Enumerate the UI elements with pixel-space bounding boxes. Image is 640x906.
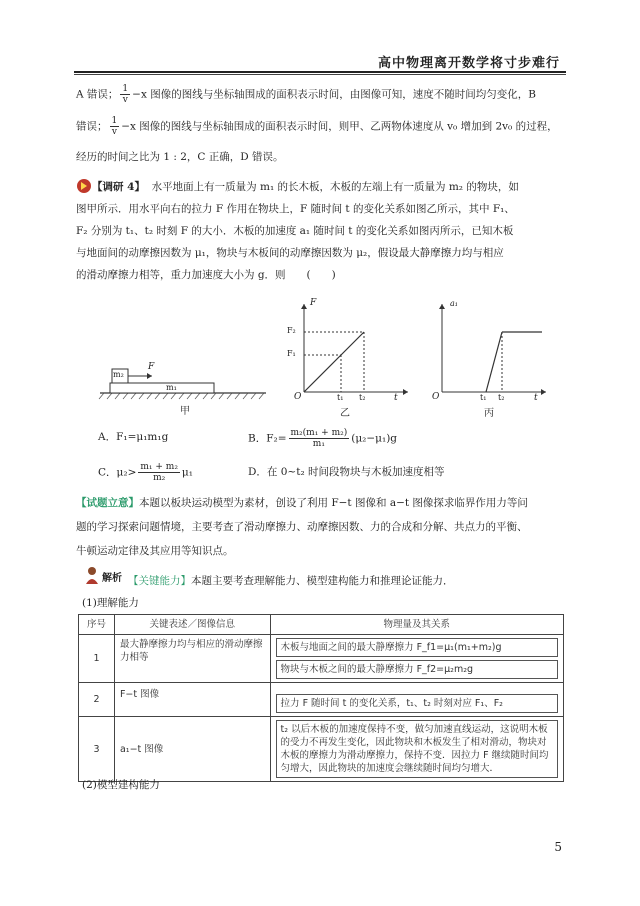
table-header-cell: 物理量及其关系 — [270, 615, 563, 635]
jia-force-label: F — [148, 362, 155, 372]
figure-yi-caption: 乙 — [340, 408, 350, 419]
table-cell-relation — [270, 717, 563, 782]
question-line-1: 【调研 4】 水平地面上有一质量为 m₁ 的长木板，木板的左端上有一质量为 m₂ 的物块，如 — [92, 181, 519, 193]
answer-line-2: 错误； $\frac{1}{v}$ −x 图像的图线与坐标轴围成的面积表示时间，则甲、乙两物体速度从 v₀ 增加到 2v₀ 的过程， — [76, 116, 558, 137]
table-cell-no: 3 — [79, 717, 115, 782]
question-line-4: 与地面间的动摩擦因数为 μ₁，物块与木板间的动摩擦因数为 μ₂，假设最大静摩擦力均与相应 — [76, 247, 504, 259]
table-cell-no: 2 — [79, 683, 115, 717]
question-line-5: 的滑动摩擦力相等，重力加速度大小为 g．则 ( ) — [76, 269, 336, 281]
analysis-sub-1: (1)理解能力 — [82, 597, 139, 609]
option-d: D．在 0~t₂ 时间段物块与木板加速度相等 — [248, 466, 445, 478]
option-b: B．F₂= $\frac{\text{m₂(m₁ + m₂)}}{\text{m₁}}$ (μ₂−μ₁)g — [248, 428, 398, 449]
analysis-ability-line: 【关键能力】本题主要考查理解能力、模型建构能力和推理论证能力． — [128, 575, 454, 587]
figure-yi — [296, 300, 416, 400]
intent-line-1: 【试题立意】本题以板块运动模型为素材，创设了利用 F−t 图像和 a−t 图像探求临界作用力等问 — [76, 497, 528, 509]
bing-y-axis-label: a₁ — [450, 299, 458, 308]
table-cell-info: a₁−t 图像 — [114, 717, 270, 782]
yi-y-axis-label: F — [310, 298, 317, 308]
table-cell-relation — [270, 683, 563, 717]
intent-tag: 【试题立意】 — [76, 497, 139, 509]
analysis-person-icon — [84, 566, 100, 584]
table-cell-no: 1 — [79, 635, 115, 683]
page-number: 5 — [554, 840, 562, 854]
info-text: F−t 图像 — [119, 689, 160, 700]
yi-x-tick-t1: t₁ — [337, 393, 344, 402]
question-line-3: F₂ 分别为 t₁、t₂ 时刻 F 的大小．木板的加速度 a₁ 随时间 t 的变化关系如图丙所示，已知木板 — [76, 225, 514, 237]
research-flag-icon — [76, 178, 92, 194]
relation-box: t₂ 以后木板的加速度保持不变，做匀加速直线运动，这说明木板的受力不再发生变化，因此物块和木板发生了相对滑动，物块对木板的摩擦力为滑动摩擦力，保持不变．因拉力 F 继续随时间均匀增大，因此物块的加速度会继续随时间均匀增大． — [276, 720, 558, 778]
relation-box: 物块与木板之间的最大静摩擦力 F_f2=μ₂m₂g — [276, 660, 558, 679]
analysis-sub-2: (2)模型建构能力 — [82, 779, 160, 791]
figure-bing-caption: 丙 — [484, 408, 494, 419]
figure-bing — [434, 300, 554, 400]
bing-x-tick-t2: t₂ — [498, 393, 505, 402]
question-line-2: 图甲所示．用水平向右的拉力 F 作用在物块上，F 随时间 t 的变化关系如图乙所示，其中 F₁、 — [76, 203, 515, 215]
table-cell-relation — [270, 635, 563, 683]
analysis-table — [78, 614, 564, 782]
relation-box: 拉力 F 随时间 t 的变化关系，t₁、t₂ 时刻对应 F₁、F₂ — [276, 694, 558, 713]
header-rule-thin — [74, 74, 566, 75]
intent-line-2: 题的学习探索问题情境，主要考查了滑动摩擦力、动摩擦因数、力的合成和分解、共点力的平衡、 — [76, 521, 528, 533]
answer-line-3: 经历的时间之比为 1 : 2，C 正确，D 错误。 — [76, 151, 284, 163]
question-tag: 【调研 4】 — [92, 181, 145, 193]
table-header-cell: 关键表述／图像信息 — [114, 615, 270, 635]
intent-line-3: 牛顿运动定律及其应用等知识点。 — [76, 545, 234, 557]
answer-line-1: A 错误； $\frac{1}{v}$ −x 图像的图线与坐标轴围成的面积表示时间，由图像可知，速度不随时间均匀变化，B — [76, 84, 536, 105]
table-row — [79, 635, 564, 683]
yi-y-tick-f2: F₂ — [287, 326, 296, 335]
bing-origin-label: O — [432, 392, 440, 402]
analysis-tag: 【关键能力】 — [128, 575, 191, 587]
bing-x-tick-t1: t₁ — [480, 393, 487, 402]
yi-y-tick-f1: F₁ — [287, 349, 296, 358]
bing-x-axis-label: t — [534, 393, 538, 403]
table-row — [79, 717, 564, 782]
option-c: C．μ₂> $\frac{\text{m₁ + m₂}}{\text{m₂}}$ μ₁ — [98, 462, 193, 483]
header-rule — [74, 71, 566, 73]
yi-x-tick-t2: t₂ — [359, 393, 366, 402]
table-cell-info: 最大静摩擦力均与相应的滑动摩擦力相等 — [114, 635, 270, 683]
table-header-cell: 序号 — [79, 615, 115, 635]
jia-block-bottom-label: m₁ — [166, 383, 177, 392]
yi-origin-label: O — [294, 392, 302, 402]
option-a: A．F₁=μ₁m₁g — [98, 431, 169, 443]
analysis-table-wrap — [78, 614, 564, 782]
yi-x-axis-label: t — [394, 393, 398, 403]
relation-box: 木板与地面之间的最大静摩擦力 F_f1=μ₁(m₁+m₂)g — [276, 638, 558, 657]
table-header-row — [79, 615, 564, 635]
table-cell-info — [114, 683, 270, 717]
page-header-title: 高中物理离开数学将寸步难行 — [377, 56, 560, 71]
analysis-label: 解析 — [102, 573, 122, 584]
jia-block-top-label: m₂ — [113, 370, 124, 379]
figure-jia-caption: 甲 — [180, 406, 190, 417]
table-row — [79, 683, 564, 717]
